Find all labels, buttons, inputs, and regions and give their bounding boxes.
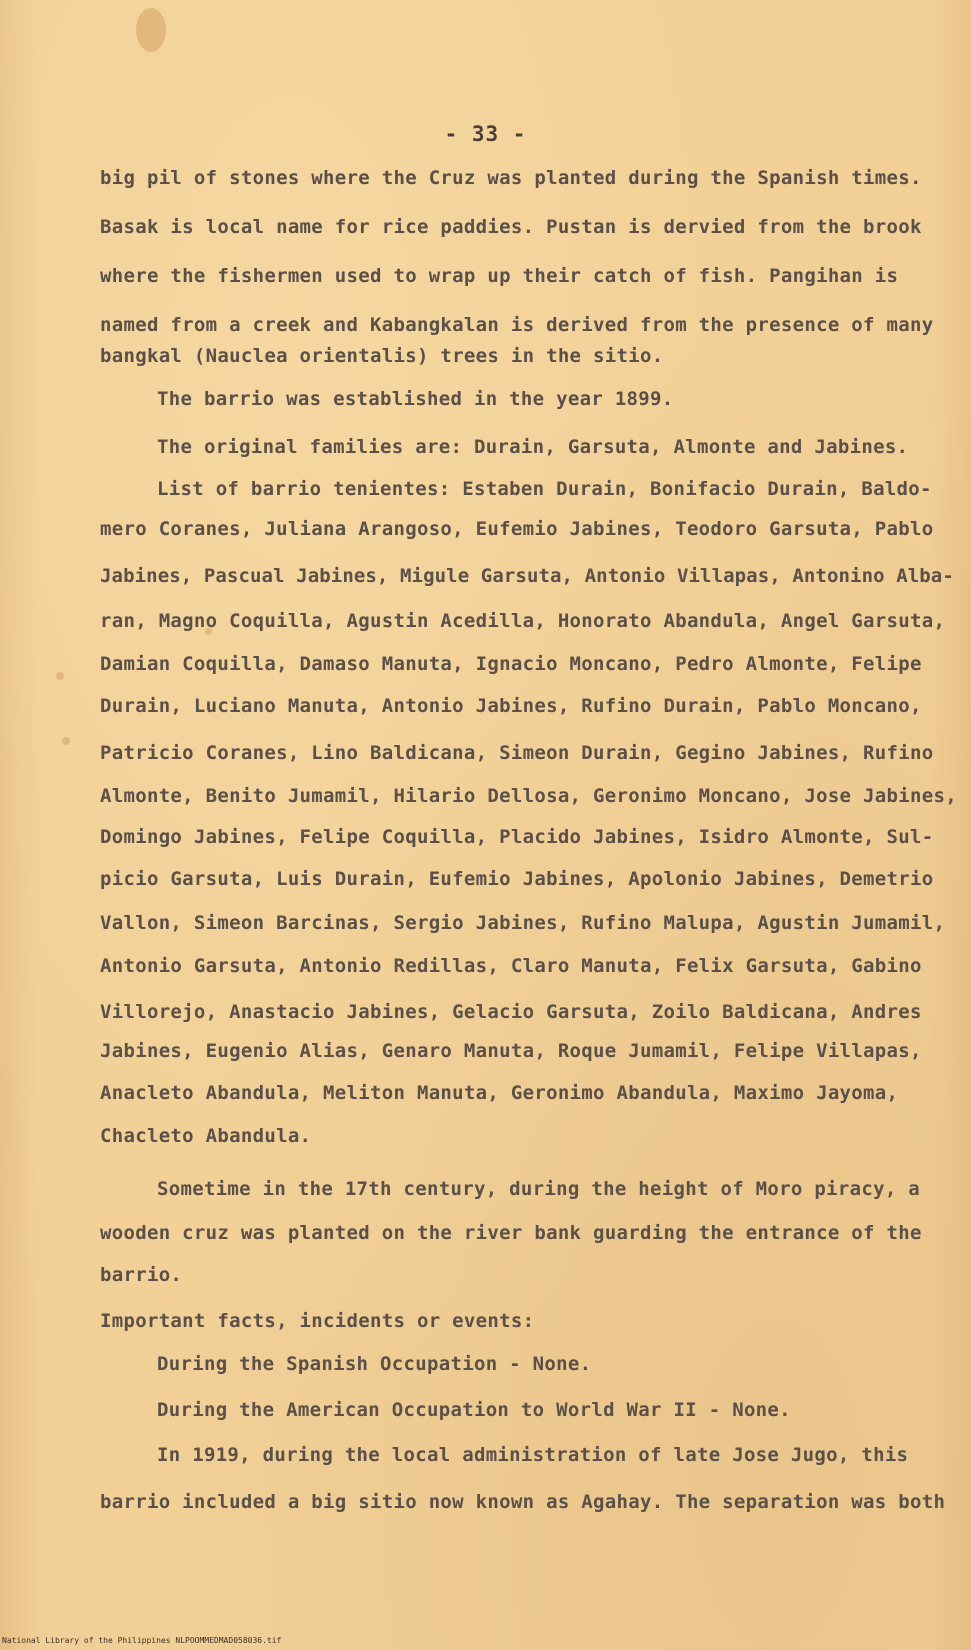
text-line: picio Garsuta, Luis Durain, Eufemio Jabines, Apolonio Jabines, Demetrio [100, 868, 934, 890]
text-line: In 1919, during the local administration of late Jose Jugo, this [157, 1444, 909, 1466]
text-line: During the Spanish Occupation - None. [157, 1353, 592, 1375]
text-line: Villorejo, Anastacio Jabines, Gelacio Garsuta, Zoilo Baldicana, Andres [100, 1001, 922, 1023]
text-line: Patricio Coranes, Lino Baldicana, Simeon Durain, Gegino Jabines, Rufino [100, 742, 934, 764]
text-line: Domingo Jabines, Felipe Coquilla, Placido Jabines, Isidro Almonte, Sul- [100, 826, 934, 848]
paper-stain [56, 672, 64, 680]
text-line: bangkal (Nauclea orientalis) trees in the sitio. [100, 345, 664, 367]
text-line: Durain, Luciano Manuta, Antonio Jabines, Rufino Durain, Pablo Moncano, [100, 695, 922, 717]
text-line: Jabines, Eugenio Alias, Genaro Manuta, Roque Jumamil, Felipe Villapas, [100, 1040, 922, 1062]
paper-stain [136, 8, 166, 52]
text-line: Chacleto Abandula. [100, 1125, 312, 1147]
text-line: Jabines, Pascual Jabines, Migule Garsuta, Antonio Villapas, Antonino Alba- [100, 565, 954, 587]
text-line: barrio included a big sitio now known as Agahay. The separation was both [100, 1491, 946, 1513]
page-number: - 33 - [444, 122, 527, 146]
text-line: Damian Coquilla, Damaso Manuta, Ignacio Moncano, Pedro Almonte, Felipe [100, 653, 922, 675]
text-line: List of barrio tenientes: Estaben Durain, Bonifacio Durain, Baldo- [157, 478, 932, 500]
text-line: Important facts, incidents or events: [100, 1310, 535, 1332]
text-line: Basak is local name for rice paddies. Pustan is dervied from the brook [100, 216, 922, 238]
text-line: Almonte, Benito Jumamil, Hilario Dellosa, Geronimo Moncano, Jose Jabines, [100, 785, 957, 807]
text-line: Antonio Garsuta, Antonio Redillas, Claro Manuta, Felix Garsuta, Gabino [100, 955, 922, 977]
text-line: mero Coranes, Juliana Arangoso, Eufemio Jabines, Teodoro Garsuta, Pablo [100, 518, 934, 540]
text-line: The original families are: Durain, Garsuta, Almonte and Jabines. [157, 436, 909, 458]
text-line: During the American Occupation to World War II - None. [157, 1399, 791, 1421]
text-line: Vallon, Simeon Barcinas, Sergio Jabines, Rufino Malupa, Agustin Jumamil, [100, 912, 946, 934]
text-line: where the fishermen used to wrap up their catch of fish. Pangihan is [100, 265, 899, 287]
text-line: named from a creek and Kabangkalan is derived from the presence of many [100, 314, 934, 336]
text-line: Anacleto Abandula, Meliton Manuta, Geronimo Abandula, Maximo Jayoma, [100, 1082, 899, 1104]
scan-footer: National Library of the Philippines NLPOOMMEDMAD058036.tif [2, 1636, 282, 1645]
text-line: wooden cruz was planted on the river bank guarding the entrance of the [100, 1222, 922, 1244]
paper-stain [62, 737, 70, 745]
text-line: big pil of stones where the Cruz was planted during the Spanish times. [100, 167, 922, 189]
text-line: ran, Magno Coquilla, Agustin Acedilla, Honorato Abandula, Angel Garsuta, [100, 610, 946, 632]
text-line: Sometime in the 17th century, during the height of Moro piracy, a [157, 1178, 921, 1200]
text-line: The barrio was established in the year 1899. [157, 388, 674, 410]
text-line: barrio. [100, 1264, 183, 1286]
